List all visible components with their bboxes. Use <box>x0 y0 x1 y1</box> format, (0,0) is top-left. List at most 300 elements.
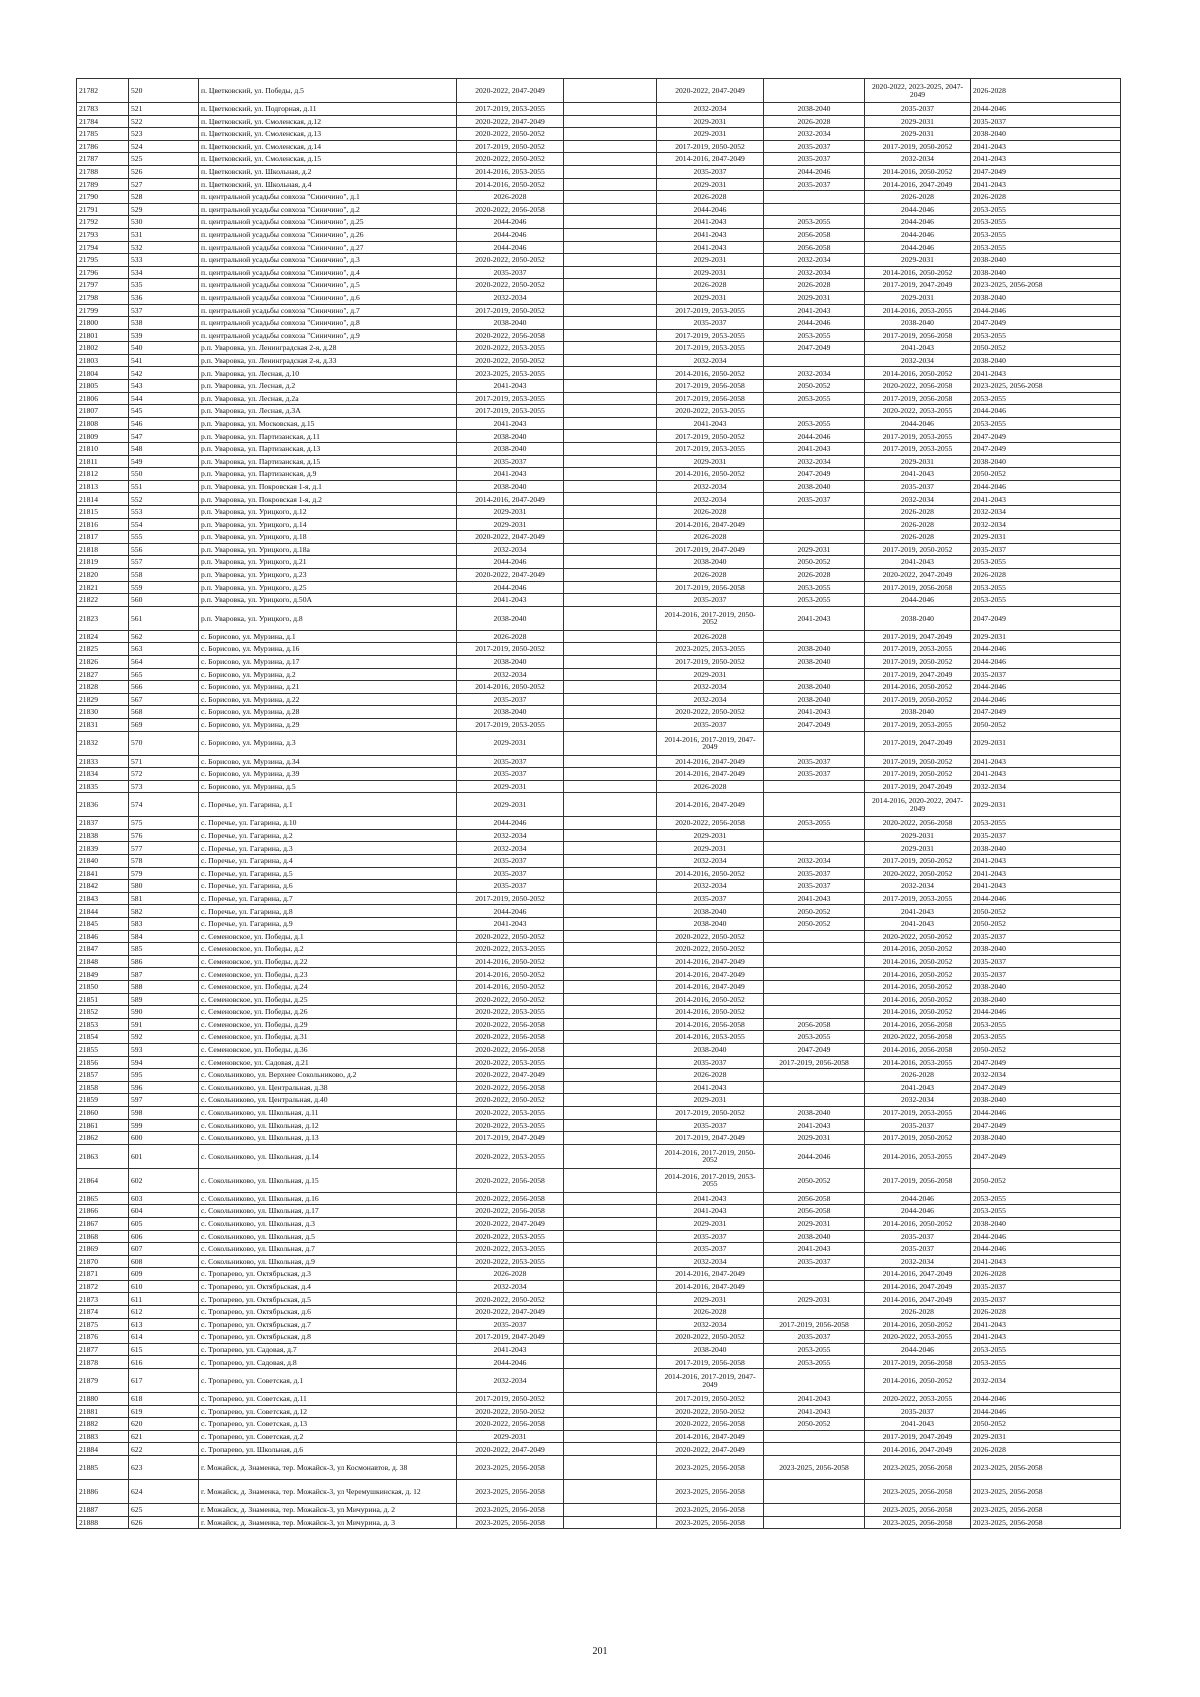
period-col-8-cell: 2017-2019, 2047-2049 <box>865 668 971 681</box>
period-col-8-cell: 2017-2019, 2053-2055 <box>865 443 971 456</box>
period-col-6-cell: 2020-2022, 2056-2058 <box>657 817 764 830</box>
item-number-cell: 587 <box>129 968 199 981</box>
address-cell: п. Цветковский, ул. Смоленская, д.14 <box>199 140 457 153</box>
item-number-cell: 599 <box>129 1119 199 1132</box>
period-col-9-cell: 2041-2043 <box>971 367 1121 380</box>
period-col-5-cell <box>564 518 657 531</box>
period-col-7-cell <box>764 955 865 968</box>
period-col-4-cell: 2044-2046 <box>457 581 564 594</box>
period-col-4-cell: 2023-2025, 2053-2055 <box>457 367 564 380</box>
period-col-5-cell <box>564 1230 657 1243</box>
address-cell: с. Сокольниково, ул. Верхнее Сокольниково, д.2 <box>199 1069 457 1082</box>
item-number-cell: 534 <box>129 266 199 279</box>
row-number-cell: 21867 <box>77 1217 129 1230</box>
period-col-5-cell <box>564 203 657 216</box>
row-number-cell: 21870 <box>77 1255 129 1268</box>
row-number-cell: 21830 <box>77 706 129 719</box>
period-col-9-cell: 2023-2025, 2056-2058 <box>971 1456 1121 1480</box>
row-number-cell: 21823 <box>77 606 129 630</box>
period-col-4-cell: 2044-2046 <box>457 817 564 830</box>
period-col-5-cell <box>564 380 657 393</box>
period-col-9-cell: 2035-2037 <box>971 1280 1121 1293</box>
period-col-5-cell <box>564 1144 657 1168</box>
row-number-cell: 21868 <box>77 1230 129 1243</box>
table-row <box>77 1119 1121 1132</box>
period-col-4-cell: 2020-2022, 2050-2052 <box>457 153 564 166</box>
address-cell: р.п. Уваровка, ул. Лесная, д.3А <box>199 405 457 418</box>
period-col-9-cell: 2038-2040 <box>971 455 1121 468</box>
item-number-cell: 593 <box>129 1043 199 1056</box>
address-cell: п. центральной усадьбы совхоза "Синичино", д.8 <box>199 317 457 330</box>
period-col-9-cell: 2032-2034 <box>971 518 1121 531</box>
table-row <box>77 755 1121 768</box>
period-col-6-cell: 2035-2037 <box>657 594 764 607</box>
item-number-cell: 566 <box>129 681 199 694</box>
period-col-5-cell <box>564 329 657 342</box>
period-col-7-cell: 2041-2043 <box>764 892 865 905</box>
address-cell: с. Семеновское, ул. Победы, д.1 <box>199 930 457 943</box>
period-col-8-cell: 2023-2025, 2056-2058 <box>865 1516 971 1529</box>
period-col-7-cell: 2047-2049 <box>764 1043 865 1056</box>
period-col-8-cell: 2044-2046 <box>865 216 971 229</box>
period-col-6-cell: 2029-2031 <box>657 829 764 842</box>
period-col-6-cell: 2026-2028 <box>657 279 764 292</box>
period-col-7-cell: 2035-2037 <box>764 178 865 191</box>
row-number-cell: 21862 <box>77 1132 129 1145</box>
period-col-5-cell <box>564 755 657 768</box>
address-cell: п. центральной усадьбы совхоза "Синичино", д.2 <box>199 203 457 216</box>
table-row <box>77 829 1121 842</box>
address-cell: р.п. Уваровка, ул. Урицкого, д.21 <box>199 556 457 569</box>
row-number-cell: 21799 <box>77 304 129 317</box>
period-col-8-cell: 2029-2031 <box>865 115 971 128</box>
address-cell: с. Борисово, ул. Мурзина, д.17 <box>199 655 457 668</box>
period-col-9-cell: 2053-2055 <box>971 817 1121 830</box>
period-col-4-cell: 2020-2022, 2047-2049 <box>457 115 564 128</box>
item-number-cell: 585 <box>129 943 199 956</box>
period-col-8-cell: 2041-2043 <box>865 1418 971 1431</box>
period-col-6-cell: 2017-2019, 2053-2055 <box>657 304 764 317</box>
period-col-8-cell: 2014-2016, 2020-2022, 2047-2049 <box>865 793 971 817</box>
period-col-5-cell <box>564 706 657 719</box>
period-col-8-cell: 2035-2037 <box>865 1119 971 1132</box>
table-row <box>77 1280 1121 1293</box>
address-cell: р.п. Уваровка, ул. Ленинградская 2-я, д.28 <box>199 342 457 355</box>
row-number-cell: 21798 <box>77 291 129 304</box>
period-col-8-cell: 2023-2025, 2056-2058 <box>865 1504 971 1517</box>
period-col-4-cell: 2038-2040 <box>457 480 564 493</box>
period-col-4-cell: 2044-2046 <box>457 241 564 254</box>
row-number-cell: 21790 <box>77 191 129 204</box>
item-number-cell: 521 <box>129 103 199 116</box>
period-col-9-cell: 2035-2037 <box>971 955 1121 968</box>
period-col-7-cell: 2053-2055 <box>764 1343 865 1356</box>
period-col-7-cell: 2038-2040 <box>764 103 865 116</box>
period-col-9-cell: 2032-2034 <box>971 780 1121 793</box>
address-cell: с. Борисово, ул. Мурзина, д.3 <box>199 731 457 755</box>
address-cell: р.п. Уваровка, ул. Покровская 1-я, д.1 <box>199 480 457 493</box>
address-cell: р.п. Уваровка, ул. Партизанская, д.13 <box>199 443 457 456</box>
period-col-7-cell: 2053-2055 <box>764 417 865 430</box>
address-cell: п. центральной усадьбы совхоза "Синичино", д.5 <box>199 279 457 292</box>
item-number-cell: 564 <box>129 655 199 668</box>
item-number-cell: 623 <box>129 1456 199 1480</box>
item-number-cell: 598 <box>129 1106 199 1119</box>
table-row <box>77 1031 1121 1044</box>
address-cell: р.п. Уваровка, ул. Лесная, д.2 <box>199 380 457 393</box>
row-number-cell: 21847 <box>77 943 129 956</box>
period-col-4-cell: 2032-2034 <box>457 829 564 842</box>
period-col-6-cell: 2014-2016, 2050-2052 <box>657 867 764 880</box>
row-number-cell: 21800 <box>77 317 129 330</box>
period-col-4-cell: 2017-2019, 2053-2055 <box>457 405 564 418</box>
period-col-7-cell: 2047-2049 <box>764 718 865 731</box>
period-col-4-cell: 2020-2022, 2050-2052 <box>457 1293 564 1306</box>
period-col-7-cell <box>764 1504 865 1517</box>
item-number-cell: 590 <box>129 1006 199 1019</box>
period-col-5-cell <box>564 1418 657 1431</box>
row-number-cell: 21834 <box>77 768 129 781</box>
address-cell: с. Семеновское, ул. Победы, д.31 <box>199 1031 457 1044</box>
table-row <box>77 981 1121 994</box>
period-col-9-cell: 2050-2052 <box>971 1418 1121 1431</box>
period-col-5-cell <box>564 1168 657 1192</box>
period-col-5-cell <box>564 556 657 569</box>
row-number-cell: 21856 <box>77 1056 129 1069</box>
period-col-8-cell: 2032-2034 <box>865 153 971 166</box>
period-col-5-cell <box>564 1119 657 1132</box>
period-col-5-cell <box>564 1205 657 1218</box>
period-col-7-cell: 2035-2037 <box>764 768 865 781</box>
table-row <box>77 342 1121 355</box>
item-number-cell: 551 <box>129 480 199 493</box>
period-col-4-cell: 2023-2025, 2056-2058 <box>457 1504 564 1517</box>
table-row <box>77 1255 1121 1268</box>
period-col-9-cell: 2038-2040 <box>971 1132 1121 1145</box>
item-number-cell: 589 <box>129 993 199 1006</box>
period-col-8-cell: 2026-2028 <box>865 518 971 531</box>
row-number-cell: 21801 <box>77 329 129 342</box>
period-col-9-cell: 2053-2055 <box>971 556 1121 569</box>
period-col-7-cell: 2017-2019, 2056-2058 <box>764 1056 865 1069</box>
period-col-5-cell <box>564 79 657 103</box>
period-col-6-cell: 2017-2019, 2050-2052 <box>657 655 764 668</box>
period-col-6-cell: 2017-2019, 2056-2058 <box>657 1356 764 1369</box>
period-col-9-cell: 2038-2040 <box>971 842 1121 855</box>
period-col-5-cell <box>564 241 657 254</box>
period-col-4-cell: 2041-2043 <box>457 468 564 481</box>
row-number-cell: 21806 <box>77 392 129 405</box>
row-number-cell: 21815 <box>77 506 129 519</box>
period-col-7-cell: 2035-2037 <box>764 1331 865 1344</box>
item-number-cell: 626 <box>129 1516 199 1529</box>
item-number-cell: 546 <box>129 417 199 430</box>
address-cell: с. Семеновское, ул. Победы, д.26 <box>199 1006 457 1019</box>
period-col-6-cell: 2023-2025, 2056-2058 <box>657 1516 764 1529</box>
period-col-8-cell: 2017-2019, 2050-2052 <box>865 768 971 781</box>
period-col-9-cell: 2026-2028 <box>971 1268 1121 1281</box>
period-col-7-cell: 2053-2055 <box>764 329 865 342</box>
period-col-9-cell: 2035-2037 <box>971 1293 1121 1306</box>
period-col-6-cell: 2014-2016, 2050-2052 <box>657 1006 764 1019</box>
period-col-6-cell: 2029-2031 <box>657 178 764 191</box>
period-col-6-cell: 2026-2028 <box>657 568 764 581</box>
period-col-5-cell <box>564 1480 657 1504</box>
row-number-cell: 21833 <box>77 755 129 768</box>
period-col-7-cell: 2035-2037 <box>764 493 865 506</box>
period-col-5-cell <box>564 455 657 468</box>
period-col-6-cell: 2035-2037 <box>657 317 764 330</box>
item-number-cell: 592 <box>129 1031 199 1044</box>
period-col-6-cell: 2026-2028 <box>657 630 764 643</box>
item-number-cell: 618 <box>129 1393 199 1406</box>
item-number-cell: 604 <box>129 1205 199 1218</box>
period-col-5-cell <box>564 493 657 506</box>
item-number-cell: 563 <box>129 643 199 656</box>
period-col-6-cell: 2017-2019, 2056-2058 <box>657 380 764 393</box>
period-col-4-cell: 2041-2043 <box>457 417 564 430</box>
item-number-cell: 522 <box>129 115 199 128</box>
table-row <box>77 905 1121 918</box>
period-col-5-cell <box>564 405 657 418</box>
period-col-7-cell <box>764 668 865 681</box>
period-col-8-cell: 2041-2043 <box>865 1081 971 1094</box>
period-col-9-cell: 2038-2040 <box>971 254 1121 267</box>
period-col-5-cell <box>564 178 657 191</box>
period-col-4-cell: 2020-2022, 2053-2055 <box>457 342 564 355</box>
period-col-5-cell <box>564 880 657 893</box>
address-cell: р.п. Уваровка, ул. Московская, д.15 <box>199 417 457 430</box>
period-col-5-cell <box>564 128 657 141</box>
table-row <box>77 1405 1121 1418</box>
period-col-9-cell: 2050-2052 <box>971 1043 1121 1056</box>
period-col-7-cell: 2041-2043 <box>764 1119 865 1132</box>
period-col-8-cell: 2014-2016, 2050-2052 <box>865 266 971 279</box>
address-cell: с. Тропарево, ул. Октябрьская, д.5 <box>199 1293 457 1306</box>
period-col-5-cell <box>564 1018 657 1031</box>
period-col-5-cell <box>564 594 657 607</box>
table-row <box>77 443 1121 456</box>
table-row <box>77 1069 1121 1082</box>
row-number-cell: 21864 <box>77 1168 129 1192</box>
table-row <box>77 993 1121 1006</box>
item-number-cell: 526 <box>129 165 199 178</box>
address-cell: с. Борисово, ул. Мурзина, д.16 <box>199 643 457 656</box>
row-number-cell: 21817 <box>77 531 129 544</box>
row-number-cell: 21857 <box>77 1069 129 1082</box>
period-col-7-cell: 2035-2037 <box>764 755 865 768</box>
period-col-8-cell: 2020-2022, 2053-2055 <box>865 1331 971 1344</box>
address-cell: п. Цветковский, ул. Победы, д.5 <box>199 79 457 103</box>
table-row <box>77 228 1121 241</box>
period-col-9-cell: 2053-2055 <box>971 1192 1121 1205</box>
period-col-5-cell <box>564 266 657 279</box>
period-col-7-cell: 2029-2031 <box>764 1132 865 1145</box>
address-cell: с. Поречье, ул. Гагарина, д.8 <box>199 905 457 918</box>
period-col-8-cell: 2014-2016, 2050-2052 <box>865 943 971 956</box>
row-number-cell: 21797 <box>77 279 129 292</box>
period-col-9-cell: 2053-2055 <box>971 228 1121 241</box>
period-col-5-cell <box>564 842 657 855</box>
period-col-4-cell: 2020-2022, 2053-2055 <box>457 1006 564 1019</box>
period-col-6-cell: 2017-2019, 2053-2055 <box>657 342 764 355</box>
table-row <box>77 968 1121 981</box>
row-number-cell: 21824 <box>77 630 129 643</box>
table-row <box>77 1306 1121 1319</box>
period-col-6-cell: 2014-2016, 2017-2019, 2050-2052 <box>657 606 764 630</box>
period-col-6-cell: 2020-2022, 2050-2052 <box>657 943 764 956</box>
period-col-8-cell: 2041-2043 <box>865 342 971 355</box>
period-col-7-cell <box>764 203 865 216</box>
address-cell: п. Цветковский, ул. Школьная, д.4 <box>199 178 457 191</box>
period-col-9-cell: 2044-2046 <box>971 1405 1121 1418</box>
period-col-8-cell: 2029-2031 <box>865 291 971 304</box>
period-col-9-cell: 2044-2046 <box>971 103 1121 116</box>
period-col-6-cell: 2035-2037 <box>657 165 764 178</box>
period-col-7-cell: 2029-2031 <box>764 1293 865 1306</box>
period-col-6-cell: 2029-2031 <box>657 1094 764 1107</box>
address-cell: с. Сокольниково, ул. Школьная, д.15 <box>199 1168 457 1192</box>
table-row <box>77 817 1121 830</box>
period-col-6-cell: 2014-2016, 2047-2049 <box>657 968 764 981</box>
item-number-cell: 600 <box>129 1132 199 1145</box>
period-col-9-cell: 2032-2034 <box>971 1369 1121 1393</box>
period-col-5-cell <box>564 480 657 493</box>
period-col-4-cell: 2017-2019, 2050-2052 <box>457 892 564 905</box>
table-row <box>77 115 1121 128</box>
period-col-4-cell: 2023-2025, 2056-2058 <box>457 1516 564 1529</box>
period-col-4-cell: 2026-2028 <box>457 1268 564 1281</box>
period-col-4-cell: 2020-2022, 2053-2055 <box>457 943 564 956</box>
table-row <box>77 681 1121 694</box>
row-number-cell: 21814 <box>77 493 129 506</box>
period-col-9-cell: 2023-2025, 2056-2058 <box>971 1480 1121 1504</box>
item-number-cell: 535 <box>129 279 199 292</box>
period-col-6-cell: 2014-2016, 2047-2049 <box>657 518 764 531</box>
period-col-7-cell <box>764 354 865 367</box>
table-row <box>77 867 1121 880</box>
item-number-cell: 531 <box>129 228 199 241</box>
period-col-6-cell: 2026-2028 <box>657 780 764 793</box>
period-col-7-cell <box>764 1369 865 1393</box>
table-row <box>77 241 1121 254</box>
period-col-8-cell: 2023-2025, 2056-2058 <box>865 1480 971 1504</box>
address-cell: с. Сокольниково, ул. Центральная, д.40 <box>199 1094 457 1107</box>
period-col-8-cell: 2041-2043 <box>865 905 971 918</box>
period-col-7-cell: 2041-2043 <box>764 606 865 630</box>
item-number-cell: 597 <box>129 1094 199 1107</box>
period-col-5-cell <box>564 930 657 943</box>
period-col-7-cell <box>764 506 865 519</box>
period-col-9-cell: 2026-2028 <box>971 1306 1121 1319</box>
period-col-6-cell: 2020-2022, 2047-2049 <box>657 79 764 103</box>
table-row <box>77 1230 1121 1243</box>
address-cell: р.п. Уваровка, ул. Партизанская, д.15 <box>199 455 457 468</box>
row-number-cell: 21802 <box>77 342 129 355</box>
period-col-4-cell: 2029-2031 <box>457 731 564 755</box>
table-row <box>77 1331 1121 1344</box>
period-col-6-cell: 2029-2031 <box>657 115 764 128</box>
period-col-7-cell: 2041-2043 <box>764 1405 865 1418</box>
period-col-9-cell: 2050-2052 <box>971 905 1121 918</box>
period-col-7-cell <box>764 531 865 544</box>
table-row <box>77 1018 1121 1031</box>
period-col-7-cell <box>764 968 865 981</box>
table-row <box>77 1456 1121 1480</box>
period-col-8-cell: 2014-2016, 2050-2052 <box>865 1369 971 1393</box>
period-col-8-cell: 2014-2016, 2050-2052 <box>865 1217 971 1230</box>
item-number-cell: 619 <box>129 1405 199 1418</box>
period-col-4-cell: 2032-2034 <box>457 291 564 304</box>
period-col-6-cell: 2020-2022, 2050-2052 <box>657 1331 764 1344</box>
period-col-6-cell: 2029-2031 <box>657 266 764 279</box>
period-col-8-cell: 2014-2016, 2050-2052 <box>865 981 971 994</box>
table-row <box>77 1318 1121 1331</box>
period-col-9-cell: 2044-2046 <box>971 1243 1121 1256</box>
table-row <box>77 216 1121 229</box>
address-cell: п. Цветковский, ул. Школьная, д.2 <box>199 165 457 178</box>
table-row <box>77 1430 1121 1443</box>
row-number-cell: 21794 <box>77 241 129 254</box>
period-col-9-cell: 2038-2040 <box>971 1217 1121 1230</box>
table-row <box>77 1144 1121 1168</box>
period-col-7-cell: 2044-2046 <box>764 317 865 330</box>
period-col-9-cell: 2023-2025, 2056-2058 <box>971 1504 1121 1517</box>
address-cell: г. Можайск, д. Знаменка, тер. Можайск-3, ул Черемушкинская, д. 12 <box>199 1480 457 1504</box>
period-col-5-cell <box>564 955 657 968</box>
table-row <box>77 655 1121 668</box>
row-number-cell: 21827 <box>77 668 129 681</box>
period-col-8-cell: 2044-2046 <box>865 1205 971 1218</box>
period-col-9-cell: 2044-2046 <box>971 304 1121 317</box>
item-number-cell: 606 <box>129 1230 199 1243</box>
period-col-4-cell: 2020-2022, 2050-2052 <box>457 1405 564 1418</box>
period-col-8-cell: 2017-2019, 2047-2049 <box>865 1430 971 1443</box>
period-col-5-cell <box>564 1043 657 1056</box>
period-col-7-cell: 2053-2055 <box>764 817 865 830</box>
period-col-6-cell: 2014-2016, 2017-2019, 2053-2055 <box>657 1168 764 1192</box>
period-col-6-cell: 2014-2016, 2047-2049 <box>657 768 764 781</box>
table-row <box>77 718 1121 731</box>
period-col-9-cell: 2050-2052 <box>971 918 1121 931</box>
period-col-8-cell: 2032-2034 <box>865 493 971 506</box>
period-col-5-cell <box>564 191 657 204</box>
item-number-cell: 536 <box>129 291 199 304</box>
address-cell: с. Борисово, ул. Мурзина, д.5 <box>199 780 457 793</box>
period-col-7-cell <box>764 731 865 755</box>
period-col-5-cell <box>564 943 657 956</box>
period-col-5-cell <box>564 718 657 731</box>
period-col-9-cell: 2053-2055 <box>971 1018 1121 1031</box>
table-row <box>77 531 1121 544</box>
table-row <box>77 1418 1121 1431</box>
period-col-8-cell: 2026-2028 <box>865 531 971 544</box>
period-col-8-cell: 2020-2022, 2050-2052 <box>865 930 971 943</box>
address-cell: с. Сокольниково, ул. Школьная, д.7 <box>199 1243 457 1256</box>
address-cell: р.п. Уваровка, ул. Урицкого, д.14 <box>199 518 457 531</box>
period-col-4-cell: 2035-2037 <box>457 455 564 468</box>
period-col-6-cell: 2032-2034 <box>657 493 764 506</box>
period-col-6-cell: 2035-2037 <box>657 892 764 905</box>
period-col-5-cell <box>564 793 657 817</box>
period-col-7-cell <box>764 780 865 793</box>
period-col-8-cell: 2020-2022, 2050-2052 <box>865 867 971 880</box>
table-row <box>77 880 1121 893</box>
period-col-9-cell: 2038-2040 <box>971 943 1121 956</box>
address-cell: с. Борисово, ул. Мурзина, д.34 <box>199 755 457 768</box>
period-col-6-cell: 2032-2034 <box>657 1255 764 1268</box>
period-col-8-cell: 2035-2037 <box>865 1243 971 1256</box>
